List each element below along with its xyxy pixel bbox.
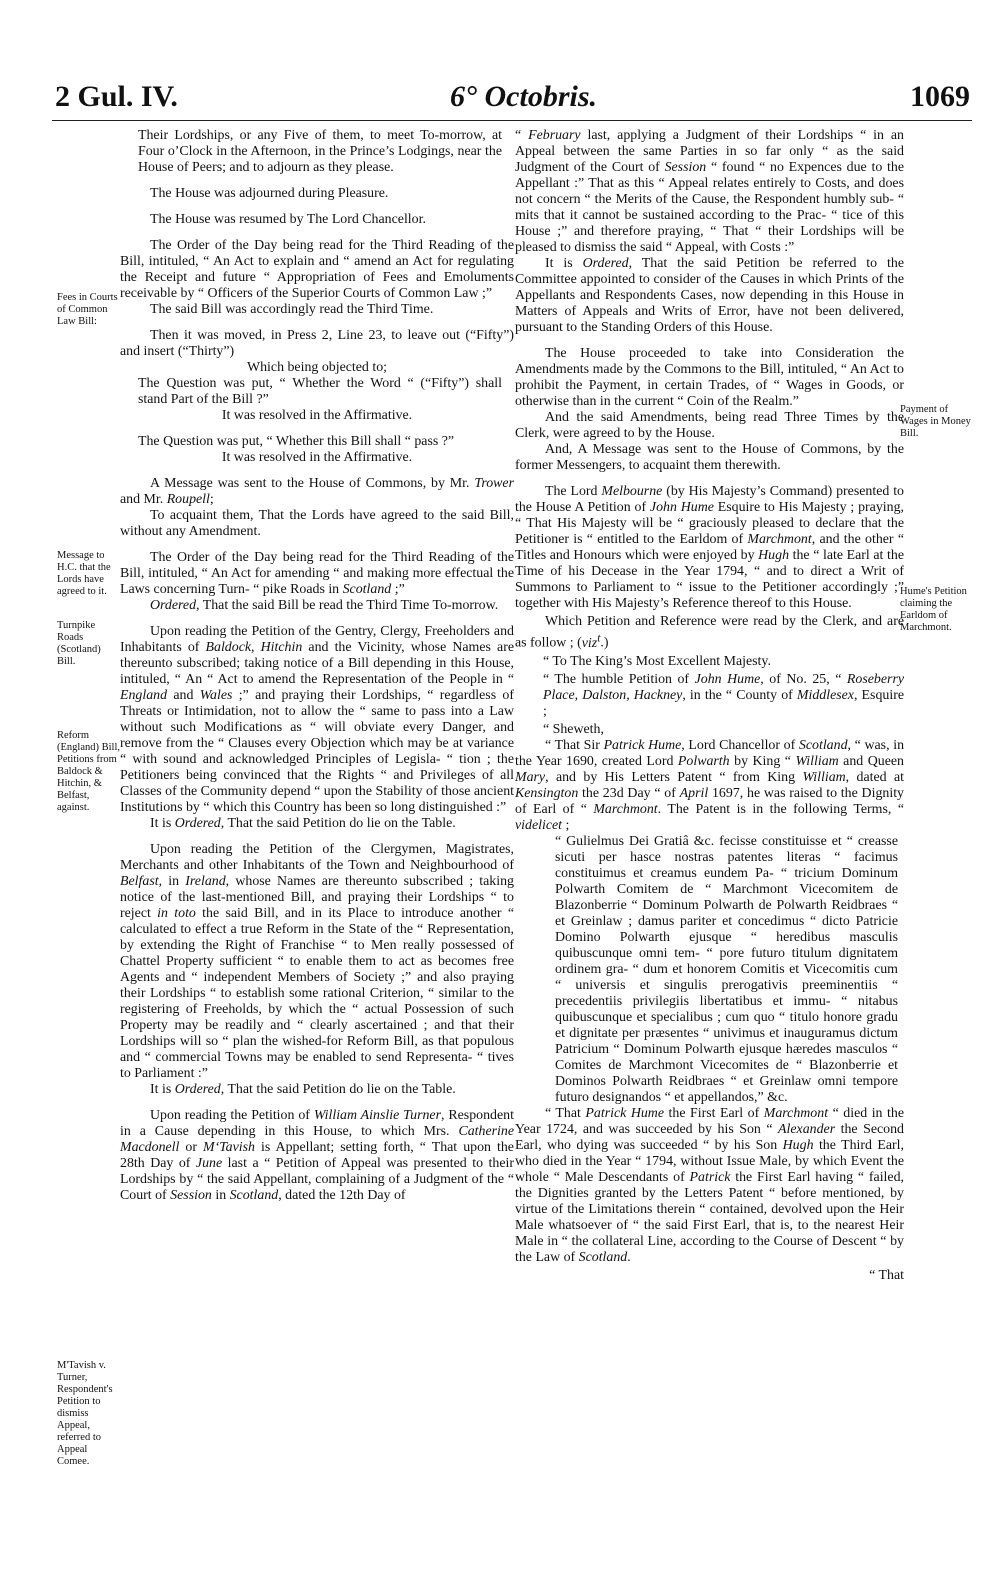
margin-note: Reform (England) Bill, Petitions from Baldock & Hitchin, & Belfast, against. — [57, 730, 120, 813]
running-head-left: 2 Gul. IV. — [55, 80, 178, 113]
margin-note: Fees in Courts of Common Law Bill: — [57, 292, 118, 327]
margin-note: M'Tavish v. Turner, Respondent's Petition to dismiss Appeal, referred to Appeal Comee. — [57, 1360, 113, 1467]
right-column: “ February last, applying a Judgment of their Lordships “ in an Appeal between the same Parties in so far only “ as the said Judgment of the Court of Session “ found “ no Expences due to the Appellant :” That as this “ Appeal relates entirely to Costs, and does not concern “ the Merits of the Cause, the Respondent humbly sub- “ mits that it cannot be sustained according to the Prac- “ tice of this House ;” and therefore praying, “ That “ their Lordships will be pleased to dismiss the said “ Appeal, with Costs :” It is Ordered, That the said Petition be referred to the Committee appointed to consider of the Causes in which Prints of the Appellants and Respondents Cases, now depending in this House in Matters of Appeals and Writs of Error, have not been delivered, pursuant to the Standing Orders of this House. The House proceeded to take into Consideration the Amendments made by the Commons to the Bill, intituled, “ An Act to prohibit the Payment, in certain Trades, of “ Wages in Goods, or otherwise than in the current “ Coin of the Realm.” And the said Amendments, being read Three Times by the Clerk, were agreed to by the House. And, A Message was sent to the House of Commons, by the former Messengers, to acquaint them therewith. The Lord Melbourne (by His Majesty’s Command) presented to the House A Petition of John Hume Esquire to His Majesty ; praying, “ That His Majesty will be “ graciously pleased to declare that the Petitioner is “ entitled to the Earldom of Marchmont, and the other “ Titles and Honours which were enjoyed by Hugh the “ late Earl at the Time of his Decease in the Year 1794, “ and to direct a Writ of Summons to Parliament to “ issue to the Petitioner accordingly ;” together with His Majesty’s Reference thereof to this House. Which Petition and Reference were read by the Clerk, and are as follow ; (viz$^t$.) “ To The King’s Most Excellent Majesty. “ The humble Petition of John Hume, of No. 25, “ Roseberry Place, Dalston, Hackney, in the “ County of Middlesex, Esquire ; “ Sheweth, “ That Sir Patrick Hume, Lord Chancellor of Scotland, “ was, in the Year 1690, created Lord Polwarth by King “ William and Queen Mary, and by His Letters Patent “ from King William, dated at Kensington the 23d Day “ of April 1697, he was raised to the Dignity of Earl of “ Marchmont. The Patent is in the following Terms, “ videlicet ; “ Gulielmus Dei Gratiâ &c. fecisse constituisse et “ creasse sicuti per hasce nostras patentes literas “ facimus constituimus et creamus eundem Pa- “ tricium Dominum Polwarth Comitem de “ Marchmont Vicecomitem de Blazonberrie “ Dominum Polwarth de Polwarth Reidbraes “ et Greinlaw ; damus pariter et concedimus “ dicto Patricie Domino Polwarth ejusque “ heredibus masculis quibuscunque omni tem- “ pore futuro titulum dignitatem ordinem gra- “ dum et honorem Comitis et Vicecomitis cum “ universis et singulis prerogativis preeminentiis “ precedentiis privilegiis libertatibus et immu- “ nitabus quibuscunque et specialibus ; cum quo “ titulo honore gradu et dignitate per præsentes “ univimus et inauguramus dictum Patricium “ Dominum Polwarth ejusque hæredes masculos “ Comites de Marchmont Vicecomites de “ Blazonberrie et Dominos Polwarth Reidbraes “ et Greinlaw omni tempore futuro designandos “ et appellandos,” &c. “ That Patrick Hume the First Earl of Marchmont “ died in the Year 1724, and was succeeded by his Son “ Alexander the Second Earl, who dying was succeeded “ by his Son Hugh the Third Earl, who died in the Year “ 1794, without Issue Male, by which Event the whole “ Male Descendants of Patrick the First Earl having “ failed, the Dignities granted by the Letters Patent “ before mentioned, by virtue of the Limitations therein “ contained, devolved upon the Heir Male whatsoever of “ the said First Earl, that is, to the nearest Heir Male in “ the collateral Line, according to the Course of Descent “ by the Law of Scotland. “ That — [515, 128, 905, 1283]
left-column: Their Lordships, or any Five of them, to meet To-morrow, at Four o’Clock in the Afternoon, in the Prince’s Lodgings, near the House of Peers; and to adjourn as they please. The House was adjourned during Pleasure. The House was resumed by The Lord Chancellor. The Order of the Day being read for the Third Reading of the Bill, intituled, “ An Act to explain and “ amend an Act for regulating the Receipt and future “ Appropriation of Fees and Emoluments receivable by “ Officers of the Superior Courts of Common Law ;” The said Bill was accordingly read the Third Time. Then it was moved, in Press 2, Line 23, to leave out (“Fifty”) and insert (“Thirty”) Which being objected to; The Question was put, “ Whether the Word “ (“Fifty”) shall stand Part of the Bill ?” It was resolved in the Affirmative. The Question was put, “ Whether this Bill shall “ pass ?” It was resolved in the Affirmative. A Message was sent to the House of Commons, by Mr. Trower and Mr. Roupell; To acquaint them, That the Lords have agreed to the said Bill, without any Amendment. The Order of the Day being read for the Third Reading of the Bill, intituled, “ An Act for amending “ and making more effectual the Laws concerning Turn- “ pike Roads in Scotland ;” Ordered, That the said Bill be read the Third Time To-morrow. Upon reading the Petition of the Gentry, Clergy, Freeholders and Inhabitants of Baldock, Hitchin and the Vicinity, whose Names are thereunto subscribed; taking notice of a Bill depending in this House, intituled, “ An “ Act to amend the Representation of the People in “ England and Wales ;” and praying their Lordships, “ regardless of Threats or Intimidation, not to allow the “ same to pass into a Law without such Modifications as “ will obviate every Danger, and remove from the “ Clauses every Objection which may be at variance “ with sound and acknowledged Principles of Legisla- “ tion ; the Petitioners being convinced that the Rights “ and Privileges of all Classes of the Community depend “ upon the Stability of those ancient Institutions by “ which this Country has been so long distinguished :” It is Ordered, That the said Petition do lie on the Table. Upon reading the Petition of the Clergymen, Magistrates, Merchants and other Inhabitants of the Town and Neighbourhood of Belfast, in Ireland, whose Names are thereunto subscribed ; taking notice of the last-mentioned Bill, and praying their Lordships “ to reject in toto the said Bill, and in its Place to introduce another “ calculated to effect a true Reform in the State of the “ Representation, by extending the Right of Franchise “ to Men really possessed of Chattel Property sufficient “ to enable them to act as becomes free Agents and “ independent Members of Society ;” and also praying their Lordships “ to establish some rational Criterion, “ similar to the registering of Freeholds, by which the “ actual Possession of such Property may be readily and “ clearly ascertained ; and that their Lordships will so “ plan the wished-for Reform Bill, as that populous and “ commercial Towns may be enabled to send Representa- “ tives to Parliament :” It is Ordered, That the said Petition do lie on the Table. Upon reading the Petition of William Ainslie Turner, Respondent in a Cause depending in this House, to which Mrs. Catherine Macdonell or M‘Tavish is Appellant; setting forth, “ That upon the 28th Day of June last a “ Petition of Appeal was presented to their Lordships by “ the said Appellant, complaining of a Judgment of the “ Court of Session in Scotland, dated the 12th Day of — [120, 128, 514, 1203]
running-head-date: 6° Octobris. — [450, 80, 597, 113]
margin-note: Payment of Wages in Money Bill. — [900, 404, 971, 439]
header-rule — [52, 120, 972, 121]
catchword: “ That — [869, 1267, 904, 1283]
margin-note: Hume's Petition claiming the Earldom of Marchmont. — [900, 586, 967, 633]
margin-note: Message to H.C. that the Lords have agreed to it. — [57, 550, 111, 597]
margin-note: Turnpike Roads (Scotland) Bill. — [57, 620, 101, 667]
page-number: 1069 — [910, 80, 970, 113]
